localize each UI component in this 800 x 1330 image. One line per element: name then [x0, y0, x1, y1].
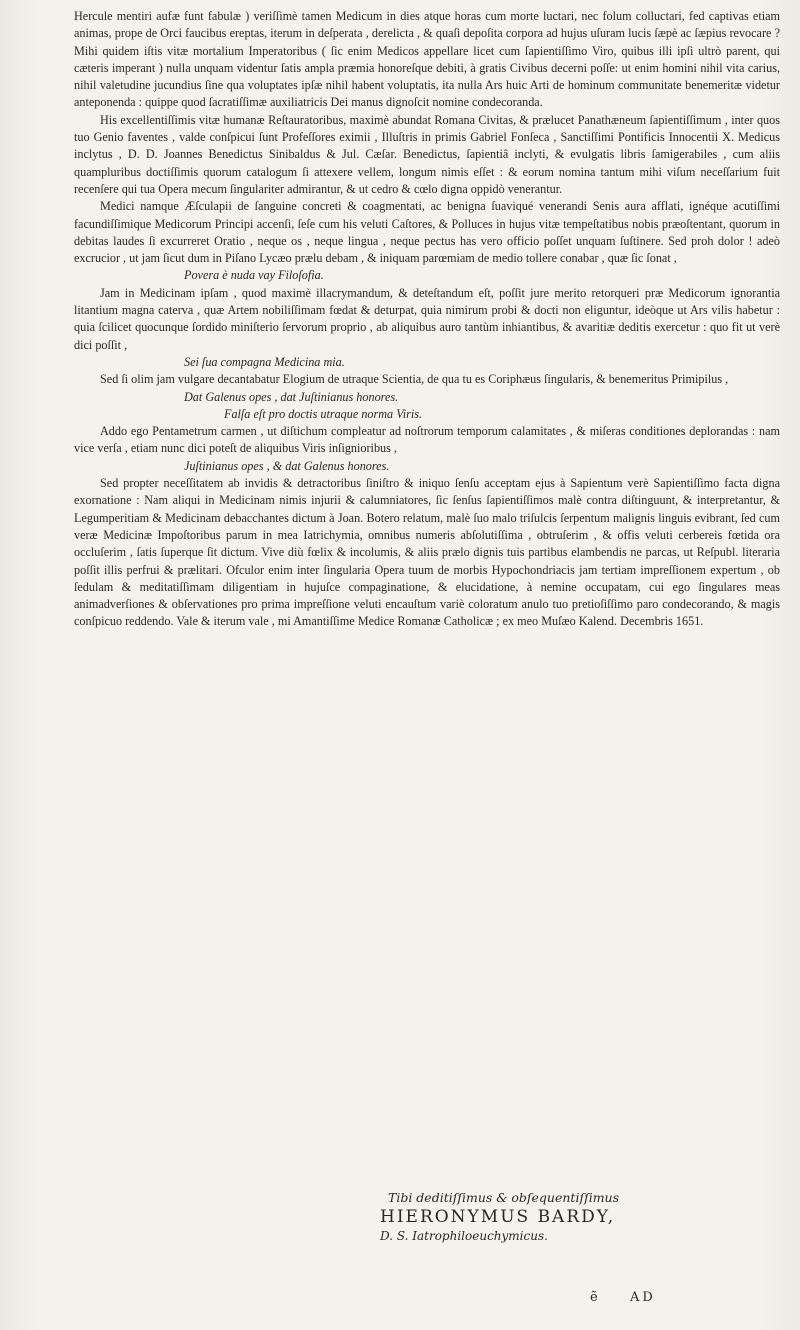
verse-2: Sei ſua compagna Medicina mia. — [184, 354, 345, 369]
signature-mark: ẽ — [590, 1290, 598, 1305]
letter-body — [74, 8, 780, 631]
verse-1: Povera è nuda vay Filoſofia. — [184, 268, 324, 283]
signature-block — [380, 1190, 760, 1244]
verse-4: Juſtinianus opes , & dat Galenus honores. — [184, 458, 390, 473]
paragraph-6: Addo ego Pentametrum carmen , ut diſtichum compleatur ad noſtrorum temporum calamitates , & miſeras conditiones deplorandas : nam vice verſa , etiam nunc dici poteſt de aliquibus Viris inſignioribus , — [74, 424, 780, 456]
signature-title: D. S. Iatrophiloeuchymicus. — [380, 1229, 548, 1243]
catchword: AD — [630, 1290, 656, 1305]
verse-3a: Dat Galenus opes , dat Juſtinianus honores. — [184, 389, 399, 404]
paragraph-7: Sed propter neceſſitatem ab invidis & detractoribus ſiniſtro & iniquo ſenſu acceptam ejus à Sapientum verè Sapientiſſimo facta digna exornatione : Nam aliqui in Medicinam nimis injurii & calumniatores, ſic ſenſus ſapientiſſimos malè contra diſtinguunt, & interpretantur, & Legumperitiam & Medicinam debacchantes dictum à Joan. Botero relatum, malè ſuo malo triſulcis ſerpentum malignis linguis evibrant, ſed cum veræ Medicinæ Impoſtoribus parum in mea Iatrichymia, omnibus numeris abſolutiſſima , obtruſerim , & offis veluti cerbereis fœtida ora occluſerim , ſatis ſuperque ſit dictum. Vive diù fœlix & incolumis, & aliis prælo dignis tuis partibus elambendis ne parcas, ut Reſpubl. literaria poſſit illis perfrui & prælitari. Ofculor enim inter ſingularia Opera tuum de morbis Hypochondriacis jam tertiam impreſſionem expertum , ob ſedulam & meditatiſſimam diligentiam in hujuſce compaginatione, & elucidatione, à nemine occupatam, cui ego ſingulares meas animadverſiones & obſervationes pro prima impreſſione veluti encauſtum variè coloratum anulo tuo pretioſiſſimo paro condecorando, & magis conſpicuo reddendo. Vale & iterum vale , mi Amantiſſime Medice Romanæ Catholicæ ; ex meo Muſæo Kalend. Decembris 1651. — [74, 476, 780, 629]
paragraph-5: Sed ſi olim jam vulgare decantabatur Elogium de utraque Scientia, de qua tu es Coriphæus ſingularis, & benemeritus Primipilus , — [100, 372, 729, 387]
paragraph-2: His excellentiſſimis vitæ humanæ Reſtauratoribus, maximè abundat Romana Civitas, & prælucet Panathæneum ſapientiſſimum , inter quos tuo Genio faventes , valde conſpicui ſunt Profeſſores eximii , Illuſtris in primis Gabriel Fonſeca , Sanctiſſimi Pontificis Innocentii X. Medicus inclytus , D. D. Joannes Benedictus Sinibaldus & Jul. Cæſar. Benedictus, ſapientiâ inclyti, & evulgatis libris ſamigerabiles , cum aliis quampluribus doctiſſimis quorum catalogum ſi attexere vellem, longum nimis eſſet : & eorum nomina tantum mihi viſum neceſſarium fuit recenſere qui tua Opera mecum ſingulariter admirantur, & ut cedro & cœlo digna oppidò venerantur. — [74, 112, 780, 196]
paragraph-3: Medici namque Æſculapii de ſanguine concreti & coagmentati, ac benigna ſuaviqué venerandi Senis aura afflati, ignéque acutiſſimi facundiſſimique Medicorum Principi accenſi, ſeſe cum his veluti Caſtores, & Polluces in hujus vitæ tempeſtatibus nobis præoſtentant, quorum in debitas laudes ſi excurreret Oratio , neque os , neque lingua , neque pectus has vero officio poſſet unquam ſuſtinere. Sed proh dolor ! adeò excrucior , ut jam ſicut dum in Piſano Lycæo prælu debam , & iniquam parœmiam de medio tollere conabar , quæ ſic ſonat , — [74, 199, 780, 266]
verse-3b: Falſa eſt pro doctis utraque norma Viris. — [224, 406, 423, 421]
signature-name: HIERONYMUS BARDY, — [380, 1207, 616, 1227]
paragraph-1: Hercule mentiri aufæ funt fabulæ ) veriſſimè tamen Medicum in dies atque horas cum morte luctari, nec folum colluctari, fed captivas etiam animas, prope de Orci faucibus ereptas, iterum in deſperata , derelicta , & quaſi depoſita corpora ad hujus uſuram lucis ſæpè ac ſæpius revocare ? Mihi quidem iſtis vitæ mortalium Imperatoribus ( ſic enim Medicos appellare licet cum ſapientiſſimo Viro, quibus illi ipſi ultrò parent, qui cæteris imperant ) nulla unquam videntur ſatis ampla præmia honoreſque debiti, à gratis Civibus decerni poſſe: ut enim homini nihil vita carius, nihil valetudine jucundius ſine qua voluptates ipſæ nihil habent voluptatis, ita nulla Ars huic Arti de hominum communitate benemeritæ videtur anteponenda : quippe quod ſacratiſſimæ auxiliatricis Dei manus dignoſcit nomine condecoranda. — [74, 9, 780, 110]
signature-dedication: Tibi deditiſſimus & obſequentiſſimus — [388, 1190, 620, 1205]
paragraph-4: Jam in Medicinam ipſam , quod maximè illacrymandum, & deteſtandum eſt, poſſit jure merito retorqueri præ Medicorum ignorantia litantium magna caterva , quæ Artem nobiliſſimam fœdat & deturpat, quia nimirum probi & docti non eliguntur, ideòque ut Ars vilis habetur : quia ſcilicet quocunque ſordido miniſterio ſervorum proprio , ab aliquibus auro tantùm inhiantibus, & avaritiæ deditis exercetur : quo fit ut verè dici poſſit , — [74, 285, 780, 352]
